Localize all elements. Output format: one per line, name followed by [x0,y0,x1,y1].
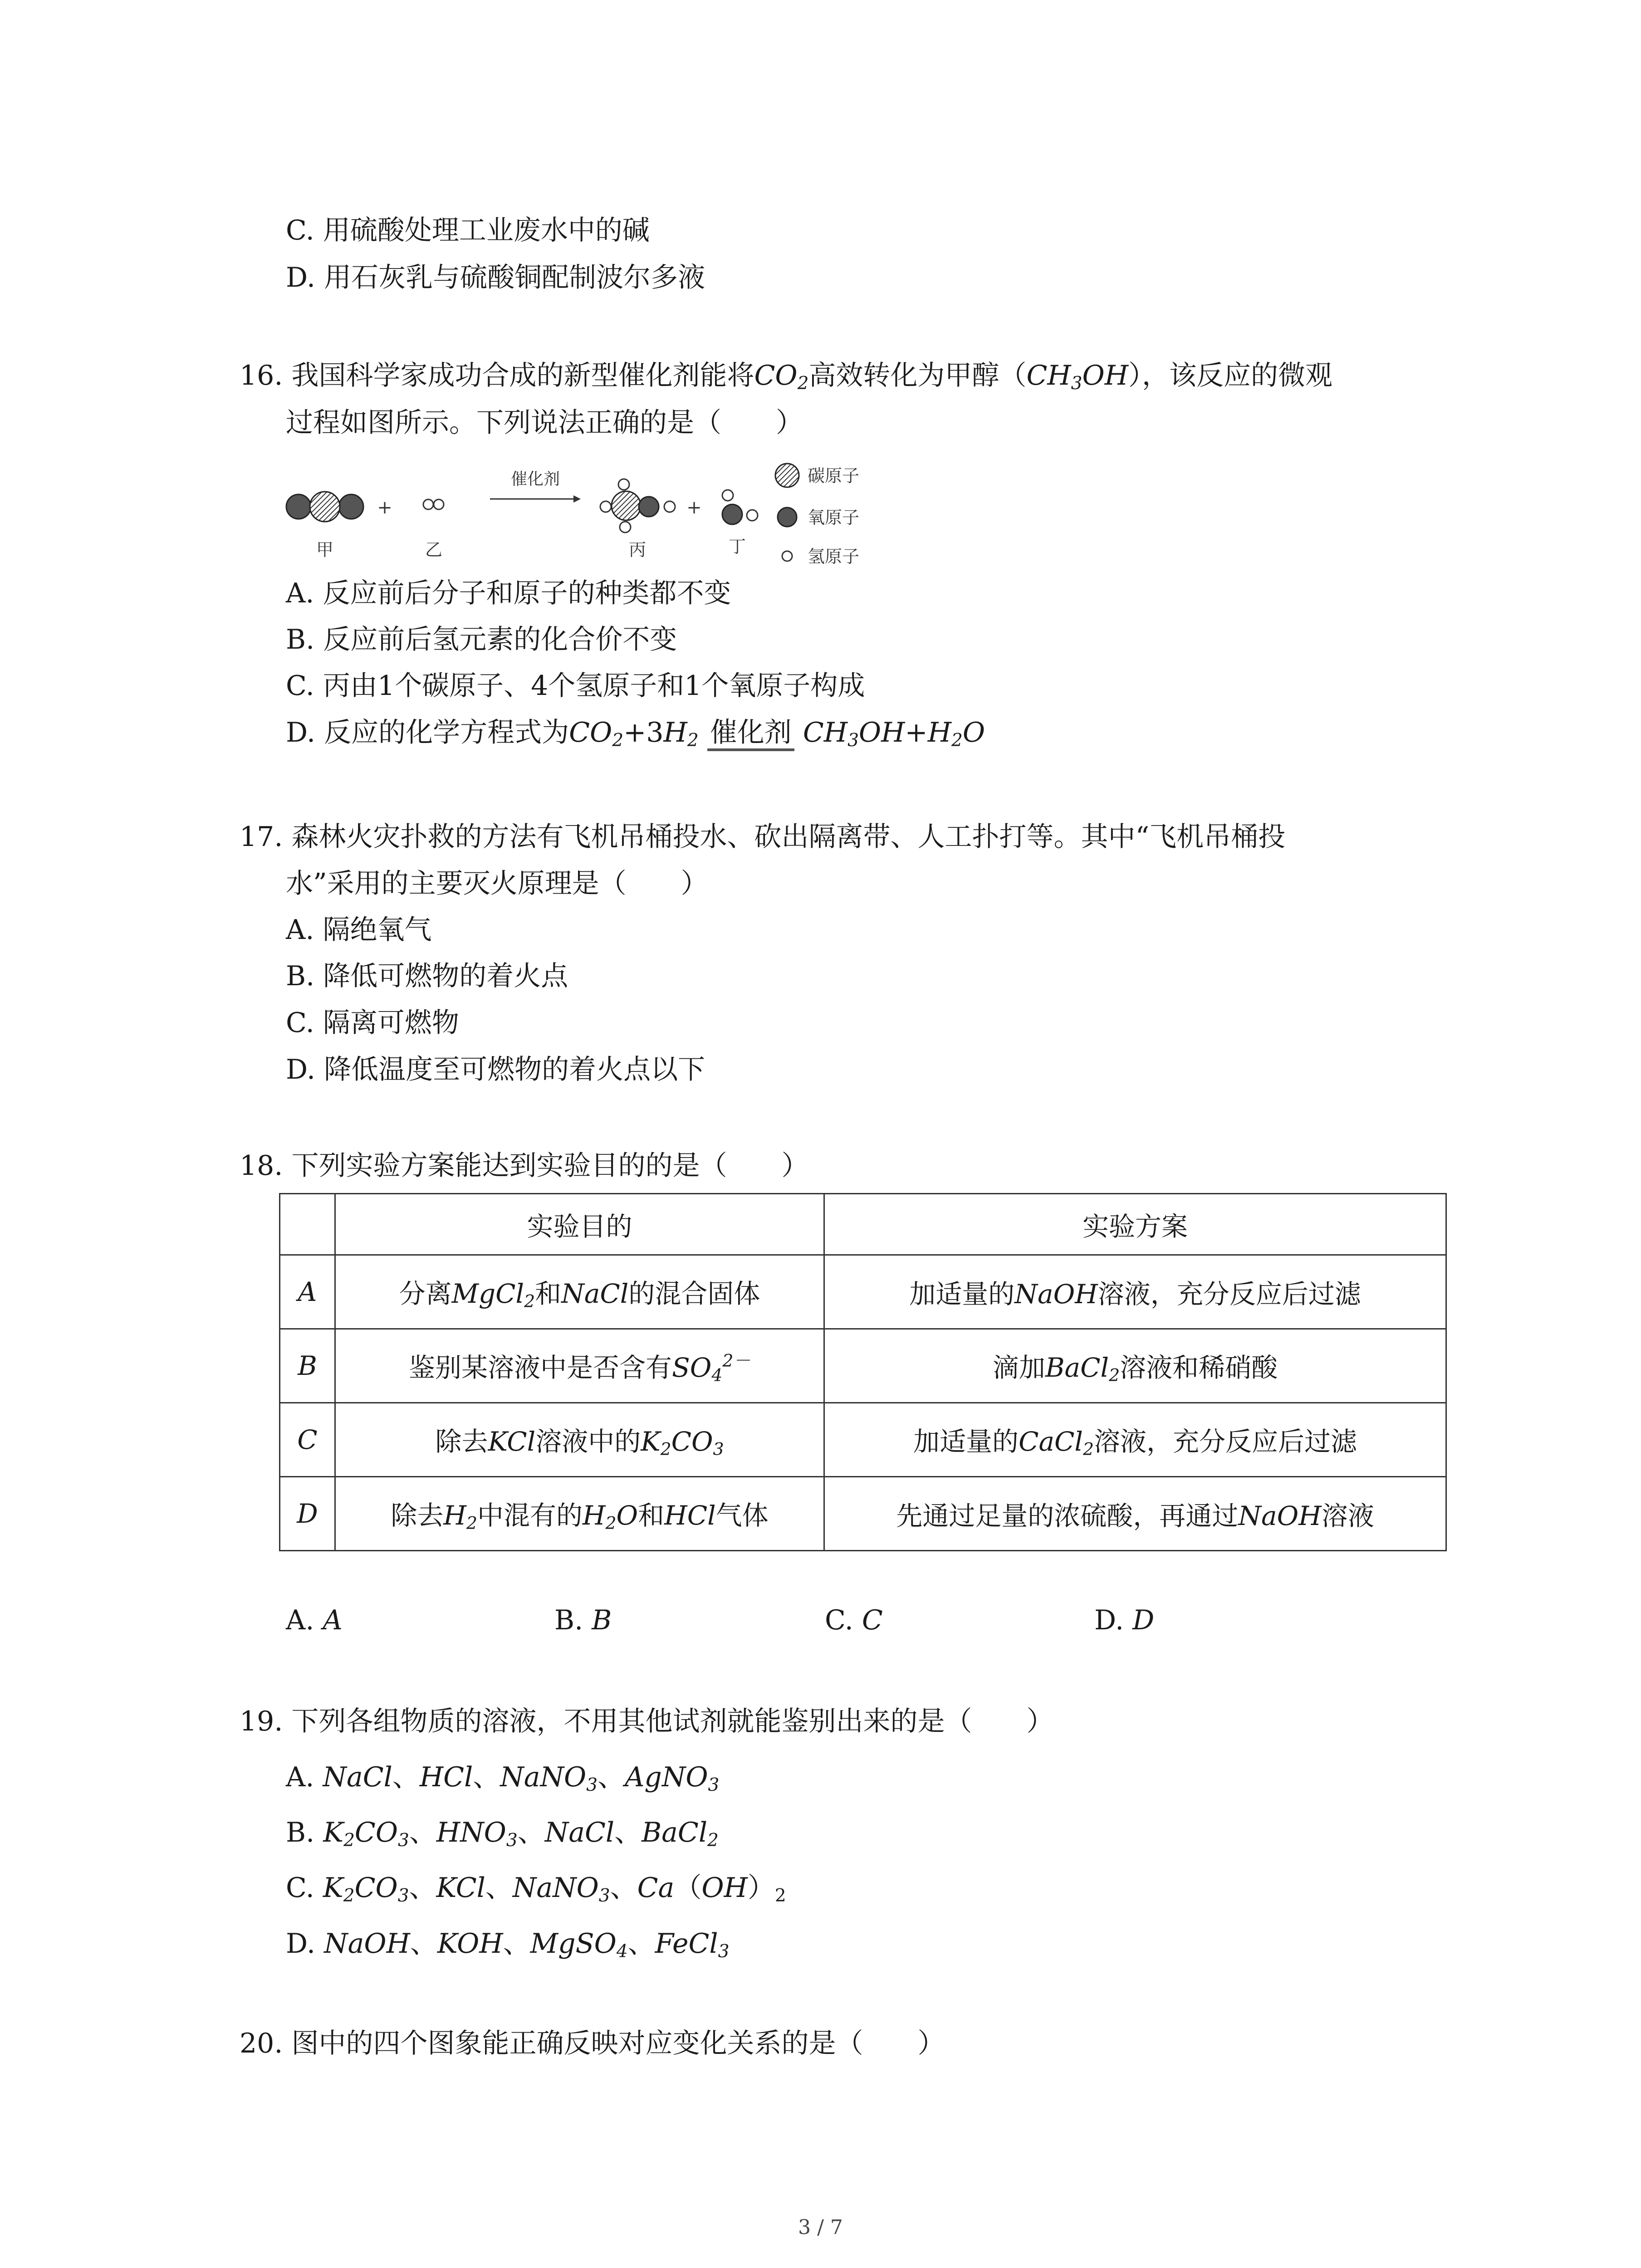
row-label: A [280,1255,335,1329]
q16-option-a: A. 反应前后分子和原子的种类都不变 [286,577,731,609]
legend-oxygen-icon [778,508,797,527]
q18-answer-b: B. B [554,1604,612,1636]
q17-option-a: A. 隔绝氧气 [286,914,432,946]
plus-sign-2: + [686,497,702,518]
q16-option-c: C. 丙由1个碳原子、4个氢原子和1个氧原子构成 [286,670,865,702]
legend-carbon: 碳原子 [808,467,860,486]
molecule-yi [423,499,444,509]
table-row [280,1329,1446,1403]
reaction-micro-diagram [272,454,898,576]
q19-option-c: C. $K_2CO_3$、KCl、NaNO$_3$、$Ca(OH)_2$ [286,1872,786,1906]
q18-answer-c: C. C [825,1604,883,1636]
row-label: B [280,1329,335,1403]
q17-stem-line2: 水”采用的主要灭火原理是（ ） [286,868,708,899]
q18-answer-d: D. D [1094,1604,1155,1636]
plus-sign-1: + [377,497,392,518]
row-d-plan: 先通过足量的浓硫酸，再通过NaOH溶液 [824,1477,1446,1551]
legend-hydrogen: 氢原子 [808,547,860,567]
catalyst-condition: 催化剂 [707,717,794,751]
label-bing: 丙 [628,541,647,560]
q20-stem: 20. 图中的四个图象能正确反映对应变化关系的是（ ） [240,2028,945,2059]
q15-option-c: C. 用硫酸处理工业废水中的碱 [286,215,650,246]
row-c-goal: 除去KCl溶液中的$K_2CO_3$ [335,1403,824,1477]
molecule-bing [600,479,675,533]
label-yi: 乙 [425,541,443,560]
legend-carbon-icon [775,464,799,487]
q16-stem-line1: 16. 我国科学家成功合成的新型催化剂能将$CO_2$高效转化为甲醇$(CH_3OH)$，该反应的微观 [240,360,1333,394]
q16-option-d: D. 反应的化学方程式为$CO_2+3H_2$ 催化剂 $CH_3OH+H_2O$ [286,717,985,751]
legend [775,464,859,567]
experiment-table [279,1193,1447,1551]
row-b-goal: 鉴别某溶液中是否含有$SO_4^{2-}$ [335,1329,824,1403]
label-ding: 丁 [728,538,746,557]
molecule-ding [722,490,758,524]
q16-stem-line2: 过程如图所示。下列说法正确的是（ ） [286,407,803,439]
table-row [280,1403,1446,1477]
q19-option-d: D. NaOH、KOH、MgSO$_4$、FeCl$_3$ [286,1928,730,1962]
q17-option-b: B. 降低可燃物的着火点 [286,960,568,992]
q17-stem-line1: 17. 森林火灾扑救的方法有飞机吊桶投水、砍出隔离带、人工扑打等。其中“飞机吊桶投 [240,821,1286,853]
row-a-plan: 加适量的NaOH溶液，充分反应后过滤 [824,1255,1446,1329]
table-row [280,1477,1446,1551]
page-number: 3 / 7 [798,2216,843,2239]
header-goal: 实验目的 [335,1194,824,1255]
q17-option-c: C. 隔离可燃物 [286,1007,459,1039]
row-d-goal: 除去$H_2$中混有的$H_2O$和HCl气体 [335,1477,824,1551]
q18-stem: 18. 下列实验方案能达到实验目的的是（ ） [240,1150,809,1182]
table-header-row [280,1194,1446,1255]
q15-option-d: D. 用石灰乳与硫酸铜配制波尔多液 [286,262,705,293]
legend-oxygen: 氧原子 [808,508,860,528]
header-plan: 实验方案 [824,1194,1446,1255]
row-label: C [280,1403,335,1477]
row-b-plan: 滴加BaCl$_2$溶液和稀硝酸 [824,1329,1446,1403]
q19-stem: 19. 下列各组物质的溶液，不用其他试剂就能鉴别出来的是（ ） [240,1706,1054,1737]
arrow-label: 催化剂 [510,469,560,488]
molecule-jia [286,492,363,522]
label-jia: 甲 [316,541,334,560]
q19-option-b: B. $K_2CO_3$、$HNO_3$、NaCl、BaCl$_2$ [286,1817,719,1851]
q18-answer-a: A. A [286,1604,343,1636]
row-label: D [280,1477,335,1551]
q16-option-b: B. 反应前后氢元素的化合价不变 [286,624,677,655]
table-row [280,1255,1446,1329]
row-c-plan: 加适量的CaCl$_2$溶液，充分反应后过滤 [824,1403,1446,1477]
q17-option-d: D. 降低温度至可燃物的着火点以下 [286,1054,705,1085]
q19-option-a: A. NaCl、HCl、NaNO$_3$、AgNO$_3$ [286,1761,720,1795]
table-corner-cell [280,1194,335,1255]
legend-hydrogen-icon [782,551,792,561]
row-a-goal: 分离MgCl$_2$和NaCl的混合固体 [335,1255,824,1329]
